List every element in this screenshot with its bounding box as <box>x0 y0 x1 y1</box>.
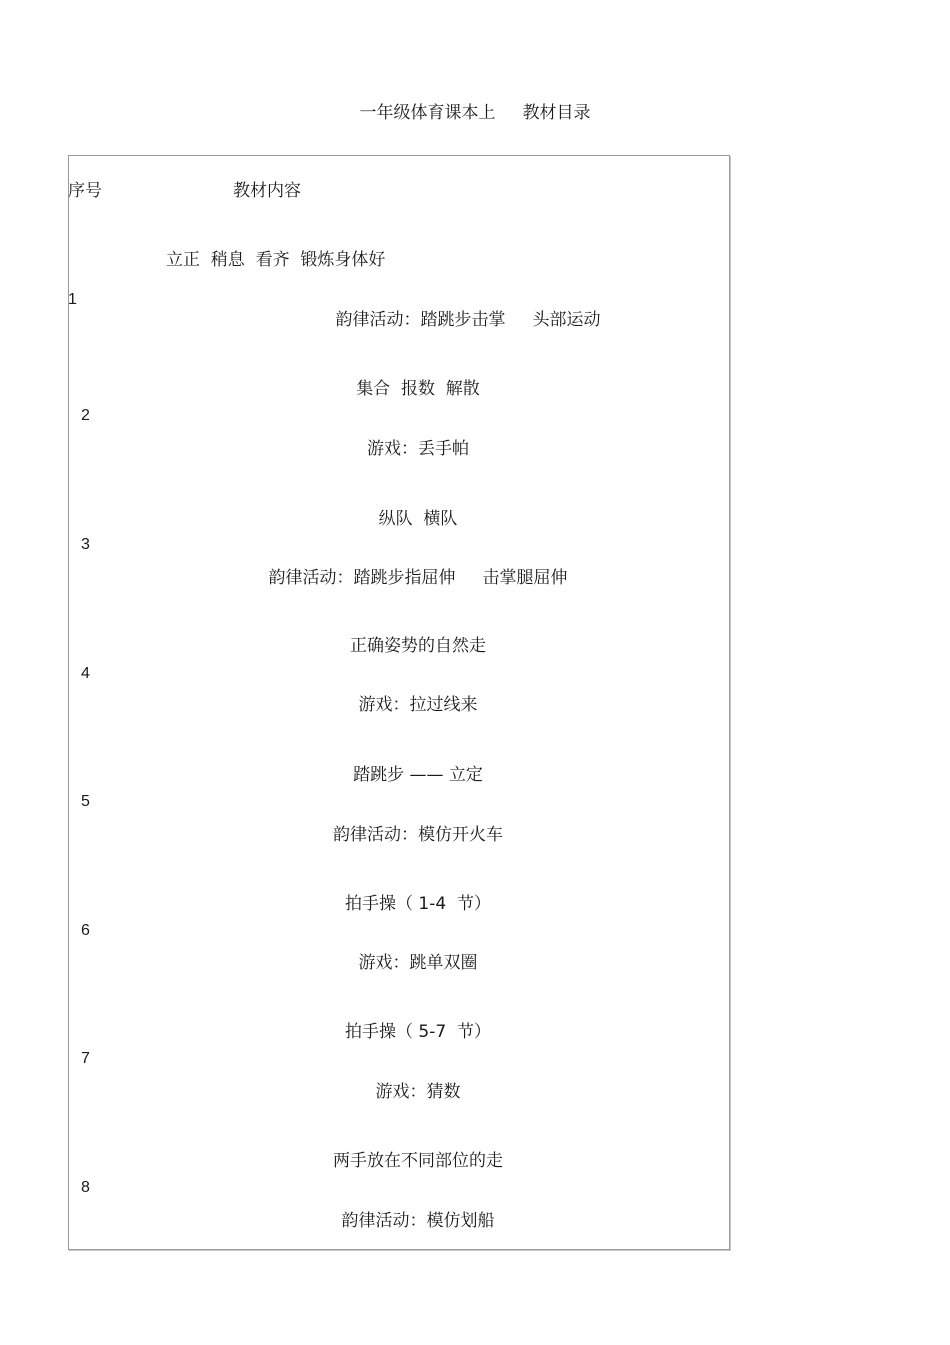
row-3-line-2: 韵律活动：踏跳步指屈伸 击掌腿屈伸 <box>268 568 568 588</box>
row-7-line-1: 拍手操（ 5-7 节） <box>345 1022 491 1042</box>
row-7-number: 7 <box>81 1050 90 1067</box>
column-header-content: 教材内容 <box>233 181 301 201</box>
column-header-number: 序号 <box>68 181 102 201</box>
row-6-number: 6 <box>81 922 90 939</box>
row-8-line-2: 韵律活动：模仿划船 <box>341 1211 495 1231</box>
row-4-line-1: 正确姿势的自然走 <box>350 636 486 656</box>
row-1-number: 1 <box>68 291 77 308</box>
row-1-line-1: 立正 稍息 看齐 锻炼身体好 <box>166 250 386 270</box>
row-8-number: 8 <box>81 1179 90 1196</box>
row-5-number: 5 <box>81 793 90 810</box>
row-4-line-2: 游戏：拉过线来 <box>358 695 478 715</box>
row-1-line-2: 韵律活动：踏跳步击掌 头部运动 <box>335 310 601 330</box>
row-5-line-1: 踏跳步 —— 立定 <box>353 765 483 785</box>
row-7-line-2: 游戏：猜数 <box>375 1082 461 1102</box>
row-4-number: 4 <box>81 665 90 682</box>
row-2-line-2: 游戏：丢手帕 <box>367 439 469 459</box>
row-5-line-2: 韵律活动：模仿开火车 <box>333 825 503 845</box>
row-2-line-1: 集合 报数 解散 <box>356 379 480 399</box>
row-3-line-1: 纵队 横队 <box>378 509 458 529</box>
row-8-line-1: 两手放在不同部位的走 <box>333 1151 503 1171</box>
row-2-number: 2 <box>81 407 90 424</box>
page-title: 一年级体育课本上 教材目录 <box>359 103 591 123</box>
row-3-number: 3 <box>81 536 90 553</box>
row-6-line-2: 游戏：跳单双圈 <box>358 953 478 973</box>
row-6-line-1: 拍手操（ 1-4 节） <box>345 894 491 914</box>
